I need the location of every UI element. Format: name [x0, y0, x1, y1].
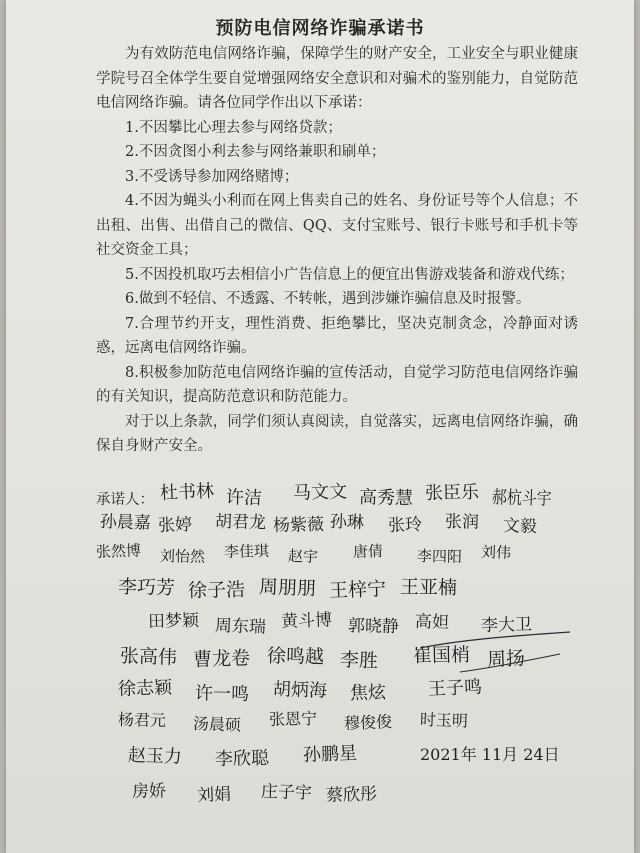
handwritten-signature: 焦炫 [349, 682, 387, 704]
handwritten-signature: 赵宇 [288, 547, 319, 566]
handwritten-signature: 刘伟 [480, 543, 512, 562]
signing-date: 2021年 11月 24日 [420, 745, 560, 764]
handwritten-signature: 房娇 [131, 781, 167, 802]
handwritten-signature: 许一鸣 [195, 683, 250, 706]
handwritten-signature: 张高伟 [119, 645, 178, 669]
handwritten-signature: 张润 [444, 512, 480, 533]
handwritten-signature: 杨紫薇 [272, 514, 324, 536]
pledge-item: 3.不受诱导参加网络赌博； [125, 168, 299, 185]
handwritten-signature: 高妲 [414, 612, 449, 634]
handwritten-signature: 张婷 [157, 514, 192, 536]
handwritten-signature: 庄子宇 [260, 782, 313, 804]
pen-flourish [400, 610, 580, 690]
handwritten-signature: 李四阳 [416, 547, 462, 566]
handwritten-signature: 刘娟 [196, 784, 231, 806]
handwritten-signature: 文毅 [502, 516, 537, 538]
handwritten-signature: 曹龙卷 [193, 647, 251, 671]
handwritten-signature: 孙晨嘉 [99, 512, 151, 534]
handwritten-signature: 高秀慧 [358, 487, 414, 510]
handwritten-signature: 张玲 [387, 514, 422, 536]
handwritten-signature: 徐子浩 [188, 578, 246, 602]
handwritten-signature: 杜书林 [159, 480, 215, 504]
handwritten-signature: 李大卫 [481, 614, 533, 636]
pledge-item: 7.合理节约开支，理性消费、拒绝攀比，坚决克制贪念，冷静面对诱惑，远离电信网络诈骗。 [96, 315, 578, 356]
document-title: 预防电信网络诈骗承诺书 [215, 18, 425, 39]
handwritten-signature: 王梓宁 [328, 578, 387, 602]
handwritten-signature: 周扬 [486, 647, 526, 671]
handwritten-signature: 李巧芳 [117, 576, 176, 600]
intro-paragraph: 为有效防范电信网络诈骗，保障学生的财产安全，工业安全与职业健康学院号召全体学生要自觉增强网络安全意识和对骗术的鉴别能力，自觉防范电信网络诈骗。请各位同学作出以下承诺： [96, 46, 578, 111]
handwritten-signature: 刘怡然 [159, 547, 206, 566]
handwritten-signature: 杨君元 [117, 710, 167, 731]
closing-paragraph: 对于以上条款，同学们须认真阅读，自觉落实，远离电信网络诈骗，确保自身财产安全。 [96, 413, 578, 454]
signatories-label: 承诺人： [96, 492, 154, 508]
handwritten-signature: 崔国梢 [413, 643, 471, 667]
pledge-item: 2.不因贪图小利去参与网络兼职和刷单； [125, 144, 386, 160]
handwritten-signature: 徐鸣越 [266, 645, 324, 669]
handwritten-signature: 郭晓静 [347, 616, 400, 638]
handwritten-signature: 李佳琪 [224, 542, 270, 561]
letter-body [96, 42, 578, 459]
pledge-item: 1.不因攀比心理去参与网络贷款； [125, 119, 342, 136]
handwritten-signature: 唐倩 [352, 542, 383, 561]
handwritten-signature: 李胜 [339, 649, 379, 673]
handwritten-signature: 王子鸣 [427, 676, 483, 700]
handwritten-signature: 胡炳海 [272, 679, 328, 702]
handwritten-signature: 张恩宁 [268, 708, 318, 729]
handwritten-signature: 张然博 [95, 541, 142, 561]
handwritten-signature: 王亚楠 [399, 576, 457, 600]
handwritten-signature: 徐志颖 [117, 677, 173, 700]
handwritten-signature: 周东瑞 [214, 616, 266, 638]
handwritten-signature: 许洁 [225, 487, 263, 510]
handwritten-signature: 穆俊俊 [343, 711, 393, 733]
handwritten-signature: 蔡欣彤 [325, 784, 377, 806]
handwritten-signature: 黄斗博 [281, 610, 333, 632]
pledge-item: 5.不因投机取巧去相信小广告信息上的便宜出售游戏装备和游戏代练； [125, 266, 574, 283]
handwritten-signature: 胡君龙 [214, 512, 267, 534]
handwritten-signature: 孙琳 [329, 512, 365, 534]
handwritten-signature: 李欣聪 [215, 747, 270, 770]
handwritten-signature: 马文文 [292, 481, 348, 504]
handwritten-signature: 郝杭斗宇 [491, 487, 552, 510]
pledge-item: 8.积极参加防范电信网络诈骗的宣传活动，自觉学习防范电信网络诈骗的有关知识，提高防范意识和防范能力。 [96, 364, 578, 405]
handwritten-signature: 孙鹏星 [302, 742, 358, 766]
pledge-item: 6.做到不轻信、不透露、不转帐，遇到涉嫌诈骗信息及时报警。 [125, 291, 531, 307]
pledge-item: 4.不因为蝇头小利而在网上售卖自己的姓名、身份证号等个人信息；不出租、出售、出借自己的微信、QQ、支付宝账号、银行卡账号和手机卡等社交资金工具； [96, 193, 578, 258]
handwritten-signature: 时玉明 [419, 710, 468, 731]
handwritten-signature: 田梦颖 [147, 610, 200, 632]
handwritten-signature: 周朋朋 [258, 576, 317, 600]
handwritten-signature: 赵玉力 [127, 745, 183, 768]
handwritten-signature: 汤晨硕 [193, 714, 242, 735]
handwritten-signature: 张臣乐 [425, 481, 480, 504]
